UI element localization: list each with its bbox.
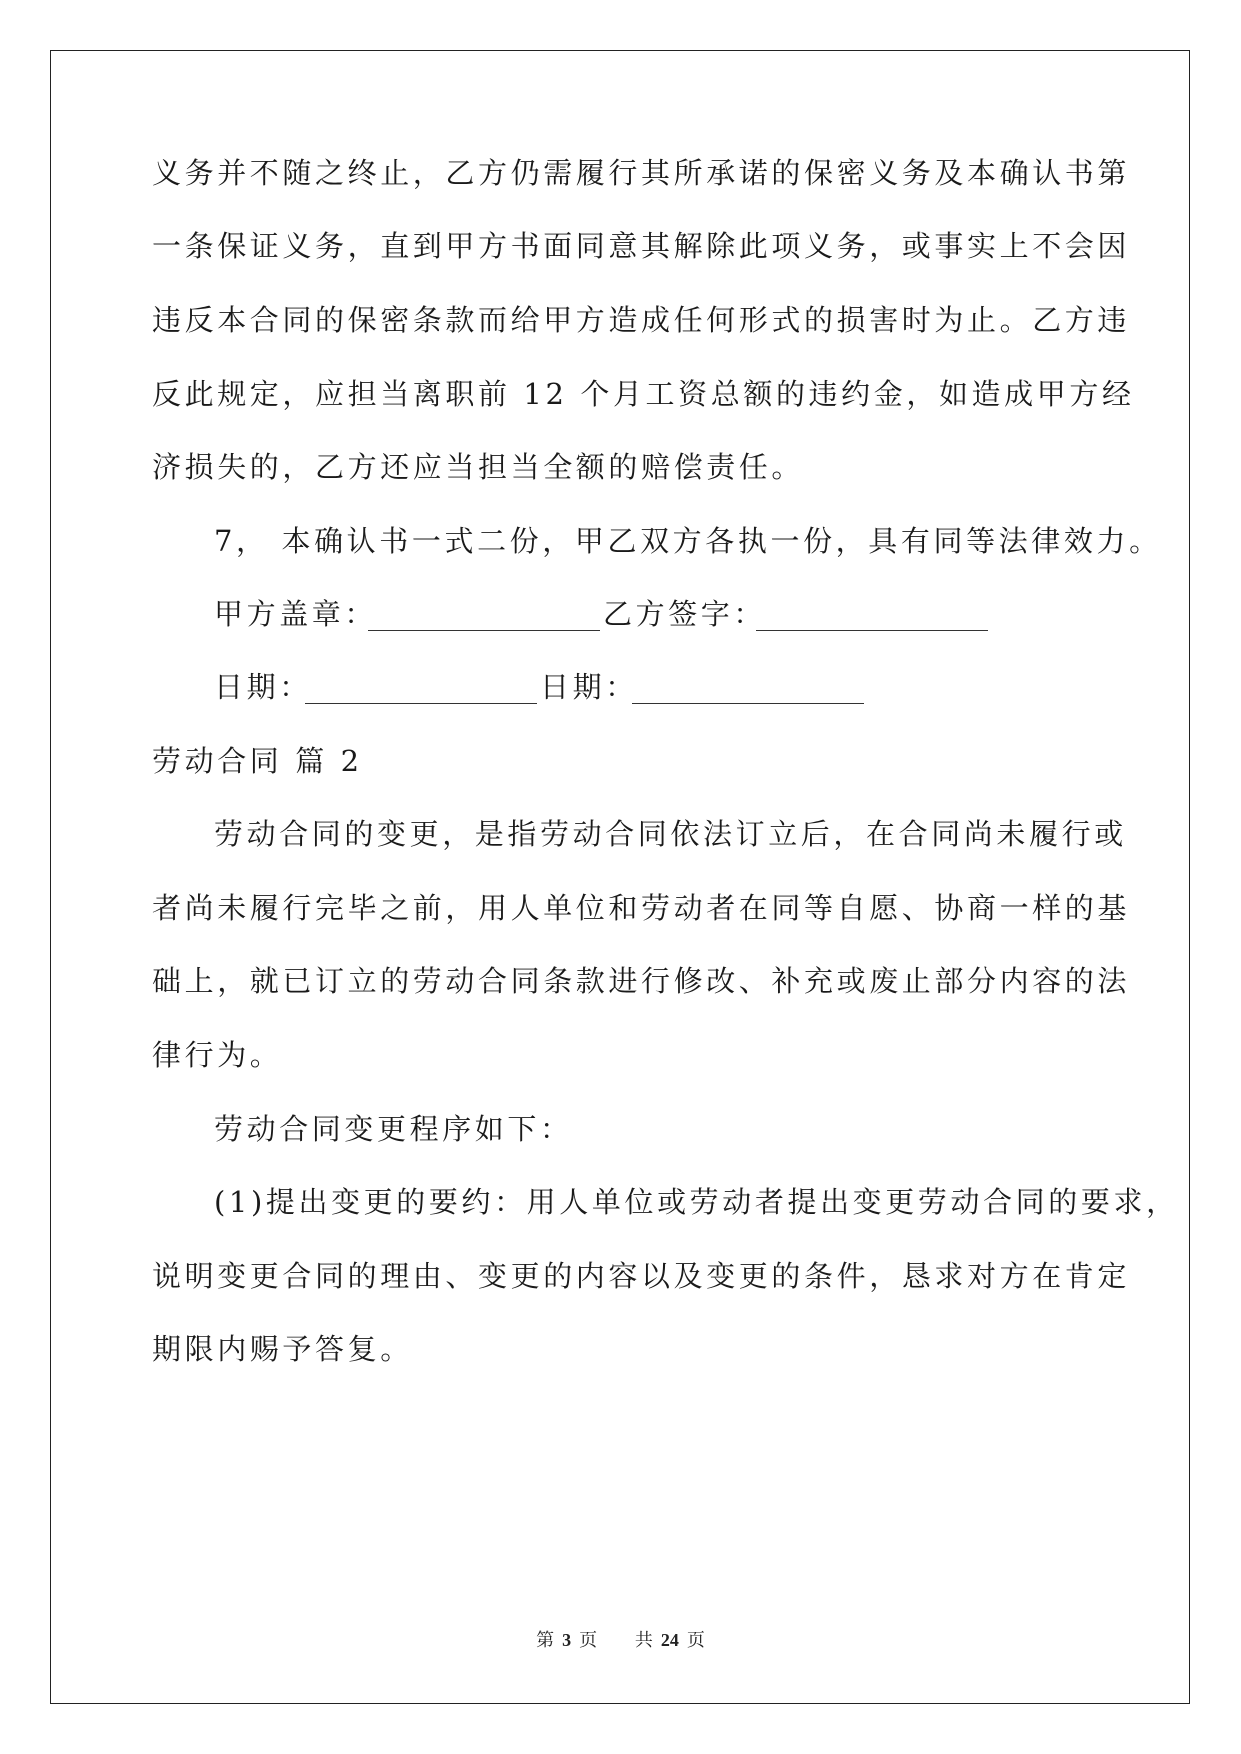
page-border [50, 50, 1190, 1704]
date-a-label: 日期： [214, 670, 312, 704]
total-num: 24 [660, 1630, 679, 1650]
party-a-seal-blank [368, 630, 600, 631]
text-line: 律行为。 [152, 1038, 283, 1072]
total-suffix: 页 [686, 1630, 705, 1651]
clause-7: 7， 本确认书一式二份，甲乙双方各执一份，具有同等法律效力。 [214, 524, 1162, 558]
date-a-blank [305, 703, 537, 704]
text-line: 者尚未履行完毕之前，用人单位和劳动者在同等自愿、协商一样的基 [152, 891, 1131, 925]
text-line: 说明变更合同的理由、变更的内容以及变更的条件，恳求对方在肯定 [152, 1259, 1131, 1293]
page-footer [0, 1626, 1241, 1652]
text-line: (1)提出变更的要约：用人单位或劳动者提出变更劳动合同的要求， [214, 1185, 1179, 1219]
party-a-seal-label: 甲方盖章： [214, 597, 378, 631]
text-line: 劳动合同的变更，是指劳动合同依法订立后，在合同尚未履行或 [214, 817, 1127, 851]
text-line: 期限内赐予答复。 [152, 1332, 413, 1366]
text-line: 础上，就已订立的劳动合同条款进行修改、补充或废止部分内容的法 [152, 964, 1131, 998]
text-line: 反此规定，应担当离职前 12 个月工资总额的违约金，如造成甲方经 [152, 377, 1135, 411]
party-b-sign-blank [756, 630, 988, 631]
text-line: 义务并不随之终止，乙方仍需履行其所承诺的保密义务及本确认书第 [152, 156, 1131, 190]
page-prefix: 第 [536, 1630, 555, 1651]
party-b-sign-label: 乙方签字： [603, 597, 767, 631]
page-num: 3 [562, 1630, 572, 1650]
date-b-blank [632, 703, 864, 704]
page-number [528, 1630, 605, 1651]
section-title: 劳动合同 篇 2 [152, 744, 363, 778]
date-b-label: 日期： [540, 670, 638, 704]
text-line: 济损失的，乙方还应当担当全额的赔偿责任。 [152, 450, 805, 484]
text-line: 一条保证义务，直到甲方书面同意其解除此项义务，或事实上不会因 [152, 229, 1131, 263]
page-total [627, 1630, 713, 1651]
page-suffix: 页 [579, 1630, 598, 1651]
text-line: 劳动合同变更程序如下： [214, 1112, 573, 1146]
text-line: 违反本合同的保密条款而给甲方造成任何形式的损害时为止。乙方违 [152, 303, 1131, 337]
total-prefix: 共 [634, 1630, 653, 1651]
